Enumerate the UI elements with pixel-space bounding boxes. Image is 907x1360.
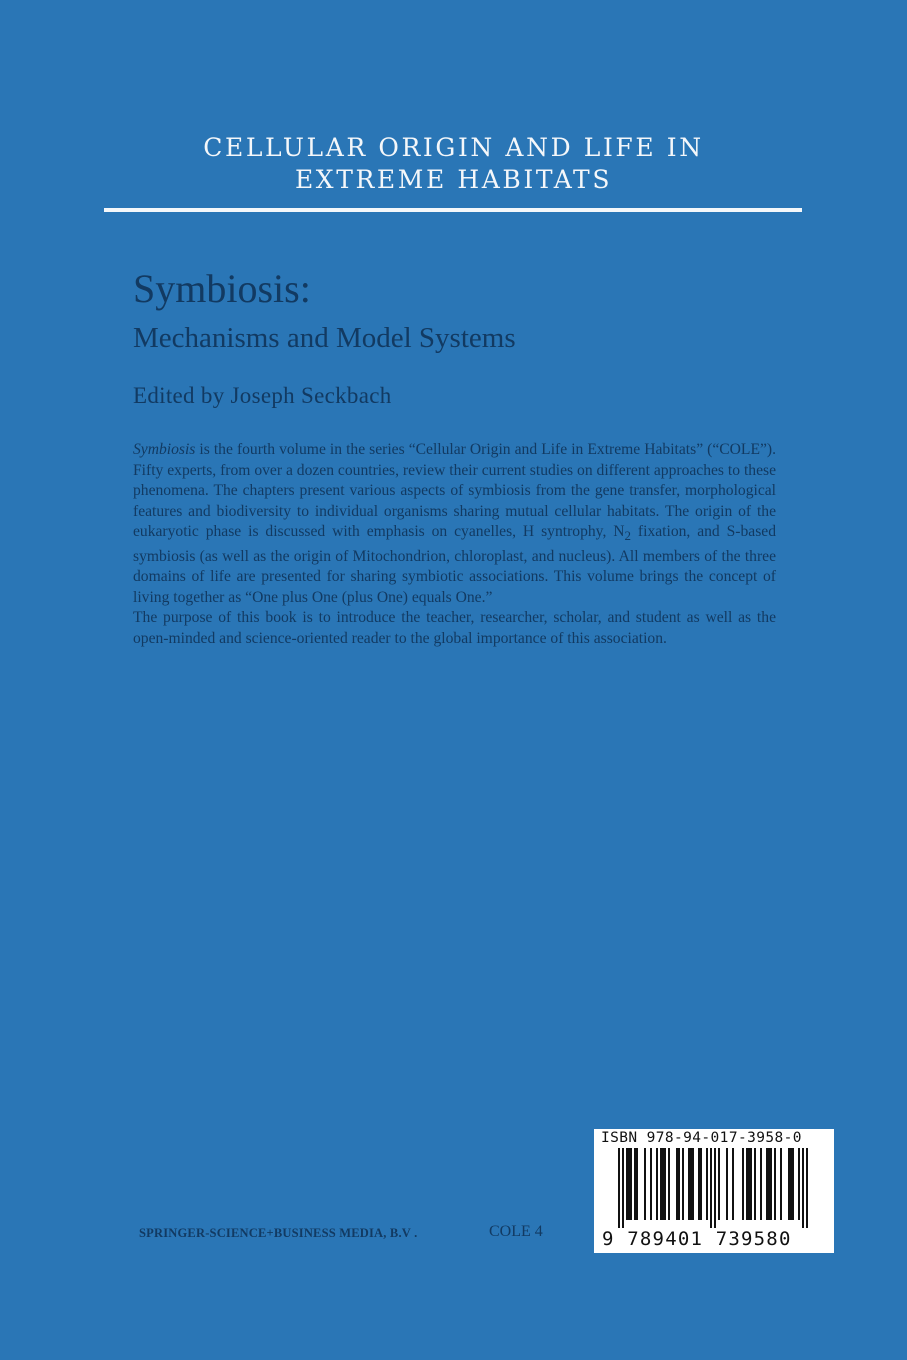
barcode-bar <box>798 1148 800 1220</box>
barcode-bar <box>636 1148 638 1220</box>
barcode-bar <box>634 1148 636 1220</box>
barcode-bar <box>750 1148 752 1220</box>
barcode-bar <box>742 1148 744 1220</box>
barcode-bar <box>754 1148 756 1220</box>
isbn-label: ISBN 978-94-017-3958-0 <box>601 1130 802 1146</box>
barcode-bar <box>690 1148 692 1220</box>
series-volume-code: COLE 4 <box>489 1223 543 1240</box>
book-title: Symbiosis: <box>133 266 311 311</box>
barcode-bar <box>692 1148 694 1220</box>
series-title <box>100 132 807 196</box>
barcode-bar <box>732 1148 734 1220</box>
barcode-bar <box>662 1148 664 1220</box>
barcode-bar <box>678 1148 680 1220</box>
isbn-barcode <box>594 1129 834 1253</box>
ean-digits: 9 789401 739580 <box>602 1228 792 1250</box>
series-title-line-2: EXTREME HABITATS <box>294 165 613 194</box>
book-subtitle: Mechanisms and Model Systems <box>133 322 516 354</box>
barcode-bar <box>748 1148 750 1220</box>
barcode-bar <box>770 1148 772 1220</box>
barcode-bar <box>682 1148 684 1220</box>
barcode-bar <box>806 1148 808 1228</box>
barcode-bar <box>630 1148 632 1220</box>
barcode-bar <box>774 1148 776 1220</box>
barcode-bar <box>768 1148 770 1220</box>
barcode-bar <box>644 1148 646 1220</box>
barcode-bar <box>698 1148 700 1220</box>
barcode-bar <box>802 1148 804 1228</box>
barcode-bar <box>726 1148 728 1220</box>
barcode-bar <box>656 1148 658 1220</box>
description-paragraph-1 <box>133 440 776 608</box>
description-paragraph-2: The purpose of this book is to introduce the teacher, researcher, scholar, and student as well as the open-minded and science-oriented reader to the global importance of this association. <box>133 609 776 647</box>
book-description <box>133 440 776 649</box>
barcode-bar <box>746 1148 748 1220</box>
description-text-end: fixation, and S-based symbiosis (as well as the origin of Mitochondrion, chloroplast, and nucleus). All members of the three domains of life are presented for sharing symbiotic associations. This volume brings the concept of living together as “One plus One (plus One) equals One.” <box>133 523 776 606</box>
description-italic-lead: Symbiosis <box>133 441 196 458</box>
barcode-bar <box>668 1148 670 1220</box>
description-subscript: 2 <box>624 528 632 544</box>
barcode-bar <box>710 1148 712 1228</box>
barcode-bar <box>650 1148 652 1220</box>
barcode-bar <box>664 1148 666 1220</box>
barcode-bar <box>788 1148 790 1220</box>
barcode-bar <box>618 1148 620 1228</box>
barcode-bar <box>622 1148 624 1228</box>
barcode-bar <box>660 1148 662 1220</box>
description-text: is the fourth volume in the series “Cellular Origin and Life in Extreme Habitats” (“COLE”). Fifty experts, from over a dozen countries, review their current studies on different approaches to these phenomena. The chapters present various aspects of symbiosis from the gene transfer, morphological features and biodiversity to individual organisms sharing mutual cellular habitats. The origin of the eukaryotic phase is discussed with emphasis on cyanelles, H syntrophy, N <box>133 441 776 540</box>
barcode-bar <box>718 1148 720 1220</box>
barcode-bars <box>618 1148 808 1228</box>
barcode-bar <box>706 1148 708 1220</box>
barcode-bar <box>792 1148 794 1220</box>
series-title-line-1: CELLULAR ORIGIN AND LIFE IN <box>203 133 704 162</box>
publisher-name: SPRINGER-SCIENCE+BUSINESS MEDIA, B.V . <box>139 1226 418 1240</box>
barcode-bar <box>790 1148 792 1220</box>
header-divider <box>104 208 802 212</box>
barcode-bar <box>780 1148 782 1220</box>
barcode-bar <box>714 1148 716 1228</box>
barcode-bar <box>626 1148 628 1220</box>
barcode-bar <box>700 1148 702 1220</box>
editor-credit: Edited by Joseph Seckbach <box>133 383 392 408</box>
barcode-bar <box>688 1148 690 1220</box>
barcode-bar <box>766 1148 768 1220</box>
barcode-bar <box>676 1148 678 1220</box>
barcode-bar <box>628 1148 630 1220</box>
barcode-bar <box>760 1148 762 1220</box>
